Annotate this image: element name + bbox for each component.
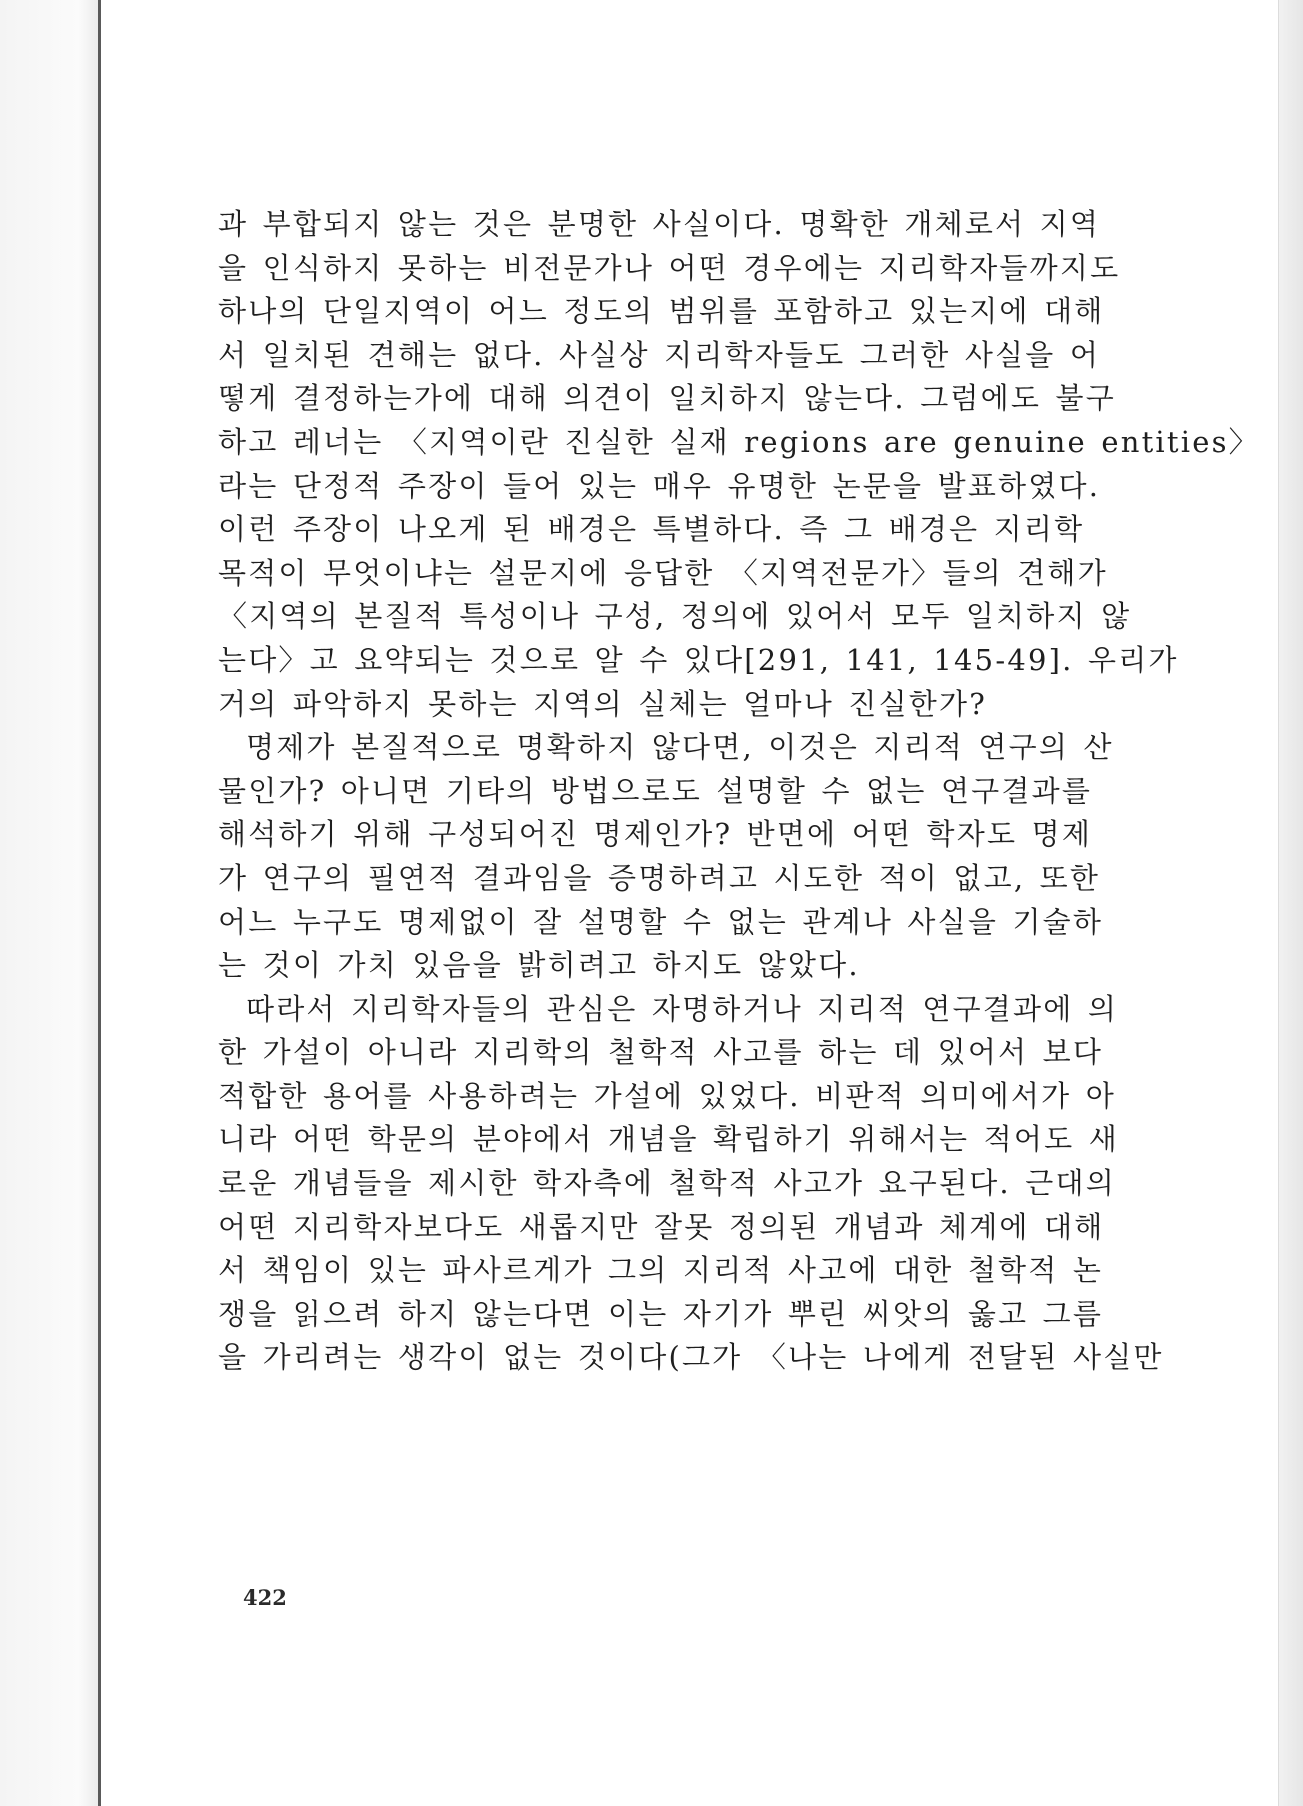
text-line: 니라 어떤 학문의 분야에서 개념을 확립하기 위해서는 적어도 새 (218, 1122, 1119, 1157)
text-line: 는 것이 가치 있음을 밝히려고 하지도 않았다. (218, 948, 860, 983)
body-text (218, 203, 1260, 1380)
page-number: 422 (243, 1585, 287, 1610)
text-line: 적합한 용어를 사용하려는 가설에 있었다. 비판적 의미에서가 아 (218, 1078, 1116, 1113)
text-line: 과 부합되지 않는 것은 분명한 사실이다. 명확한 개체로서 지역 (218, 207, 1101, 241)
text-line: 해석하기 위해 구성되어진 명제인가? 반면에 어떤 학자도 명제 (218, 817, 1093, 852)
paragraph-first-line: 명제가 본질적으로 명확하지 않다면, 이것은 지리적 연구의 산 (246, 730, 1114, 765)
text-line: 어느 누구도 명제없이 잘 설명할 수 없는 관계나 사실을 기술하 (218, 904, 1104, 939)
text-line: 떻게 결정하는가에 대해 의견이 일치하지 않는다. 그럼에도 불구 (218, 381, 1116, 416)
text-line: 어떤 지리학자보다도 새롭지만 잘못 정의된 개념과 체계에 대해 (218, 1209, 1105, 1244)
text-line: 물인가? 아니면 기타의 방법으로도 설명할 수 없는 연구결과를 (218, 773, 1093, 808)
text-line: 서 책임이 있는 파사르게가 그의 지리적 사고에 대한 철학적 논 (218, 1253, 1104, 1288)
text-line: 하고 레너는 〈지역이란 진실한 실재 regions are genuine entities〉 (218, 424, 1260, 459)
text-line: 거의 파악하지 못하는 지역의 실체는 얼마나 진실한가? (218, 686, 987, 721)
text-line: 이런 주장이 나오게 된 배경은 특별하다. 즉 그 배경은 지리학 (218, 512, 1085, 547)
text-line: 〈지역의 본질적 특성이나 구성, 정의에 있어서 모두 일치하지 않 (218, 599, 1132, 634)
paragraph-first-line: 따라서 지리학자들의 관심은 자명하거나 지리적 연구결과에 의 (246, 991, 1119, 1026)
text-line: 는다〉고 요약되는 것으로 알 수 있다[291, 141, 145-49]. 우리가 (218, 642, 1179, 677)
text-line: 쟁을 읽으려 하지 않는다면 이는 자기가 뿌린 씨앗의 옳고 그름 (218, 1296, 1104, 1331)
text-line: 한 가설이 아니라 지리학의 철학적 사고를 하는 데 있어서 보다 (218, 1035, 1104, 1070)
text-line: 서 일치된 견해는 없다. 사실상 지리학자들도 그러한 사실을 어 (218, 337, 1101, 372)
text-line: 하나의 단일지역이 어느 정도의 범위를 포함하고 있는지에 대해 (218, 294, 1105, 329)
text-line: 로운 개념들을 제시한 학자측에 철학적 사고가 요구된다. 근대의 (218, 1166, 1116, 1201)
text-line: 을 인식하지 못하는 비전문가나 어떤 경우에는 지리학자들까지도 (218, 250, 1121, 285)
text-line: 목적이 무엇이냐는 설문지에 응답한 〈지역전문가〉들의 견해가 (218, 555, 1108, 590)
viewer-left-gutter (0, 0, 98, 1806)
viewer-right-gutter (1278, 0, 1303, 1806)
text-line: 을 가리려는 생각이 없는 것이다(그가 〈나는 나에게 전달된 사실만 (218, 1340, 1164, 1375)
text-line: 라는 단정적 주장이 들어 있는 매우 유명한 논문을 발표하였다. (218, 468, 1101, 503)
text-line: 가 연구의 필연적 결과임을 증명하려고 시도한 적이 없고, 또한 (218, 860, 1101, 895)
